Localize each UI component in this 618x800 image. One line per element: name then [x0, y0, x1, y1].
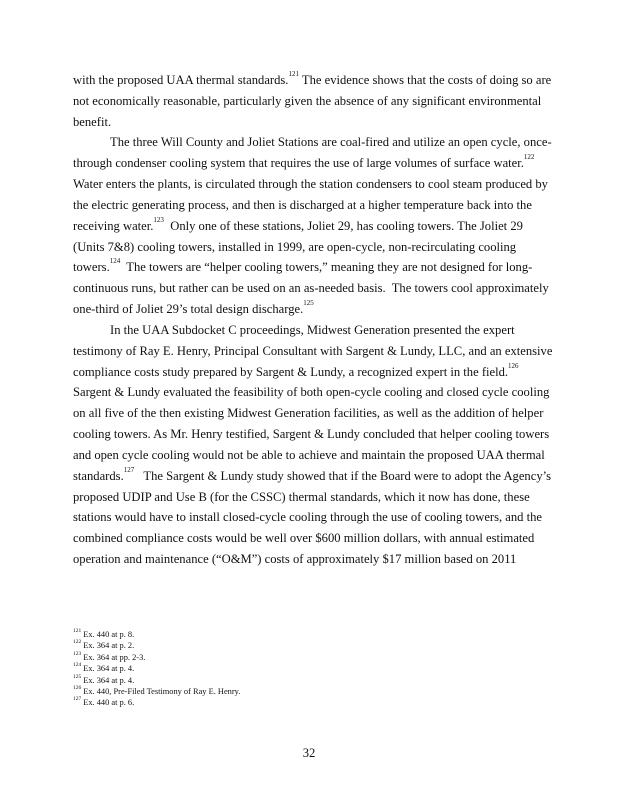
footnote-reference: 127	[123, 465, 135, 474]
footnote-number: 123	[73, 650, 82, 657]
footnote-reference: 126	[508, 361, 519, 370]
footnote	[73, 640, 240, 651]
text-segment: one-third of Joliet 29’s total design discharge.	[73, 302, 304, 317]
text-line	[73, 445, 553, 466]
text-segment: the electric generating process, and then is discharged at a higher temperature back into the	[73, 197, 532, 212]
footnote-number: 127	[73, 696, 82, 703]
text-segment: Only one of these stations, Joliet 29, has cooling towers. The Joliet 29	[163, 218, 523, 233]
footnote-reference: 124	[109, 257, 121, 266]
text-line	[73, 466, 553, 487]
footnote-text: Ex. 364 at p. 4.	[83, 664, 135, 674]
text-line	[73, 132, 553, 153]
text-segment: stations would have to install closed-cycle cooling through the use of cooling towers, and the	[73, 510, 543, 525]
text-segment: The evidence shows that the costs of doing so are	[298, 73, 552, 87]
text-segment: In the UAA Subdocket C proceedings, Midwest Generation presented the expert	[110, 322, 515, 337]
text-segment: benefit.	[73, 114, 112, 129]
footnote-number: 125	[73, 673, 82, 680]
footnote-reference: 125	[303, 299, 314, 308]
footnote-number: 124	[73, 662, 82, 669]
footnote	[73, 652, 240, 663]
text-line	[73, 91, 553, 112]
text-line	[73, 278, 553, 299]
text-segment: The towers are “helper cooling towers,” meaning they are not designed for long-	[120, 260, 533, 275]
text-segment: receiving water.	[73, 218, 154, 233]
text-line	[73, 174, 553, 195]
footnote-text: Ex. 364 at pp. 2-3.	[83, 652, 146, 662]
footnote	[73, 686, 240, 697]
footnote-reference: 123	[153, 215, 164, 224]
text-segment: through condenser cooling system that requires the use of large volumes of surface water.	[73, 156, 524, 171]
footnotes	[73, 629, 240, 709]
text-segment: The Sargent & Lundy study showed that if the Board were to adopt the Agency’s	[134, 468, 552, 483]
text-line	[73, 195, 553, 216]
footnote	[73, 663, 240, 674]
text-line	[73, 153, 553, 174]
text-line	[73, 299, 553, 320]
footnote-number: 126	[73, 685, 82, 692]
text-segment: The three Will County and Joliet Stations are coal-fired and utilize an open cycle, once-	[110, 135, 552, 150]
text-line	[73, 216, 553, 237]
text-line	[73, 403, 553, 424]
text-segment: on all five of the then existing Midwest Generation facilities, as well as the addition of helper	[73, 406, 544, 421]
footnote	[73, 697, 240, 708]
body-text	[73, 70, 553, 570]
text-line	[73, 70, 553, 91]
text-segment: cooling towers. As Mr. Henry testified, Sargent & Lundy concluded that helper cooling towers	[73, 427, 550, 442]
footnote-number: 122	[73, 639, 82, 646]
text-segment: Water enters the plants, is circulated through the station condensers to cool steam produced by	[73, 177, 548, 192]
text-line	[73, 507, 553, 528]
text-segment: continuous runs, but rather can be used on an as-needed basis. The towers cool approximately	[73, 281, 549, 296]
text-segment: (Units 7&8) cooling towers, installed in 1999, are open-cycle, non-recirculating cooling	[73, 239, 517, 254]
text-segment: not economically reasonable, particularly given the absence of any significant environmental	[73, 93, 542, 108]
text-segment: towers.	[73, 260, 110, 275]
text-line	[73, 487, 553, 508]
text-line	[73, 320, 553, 341]
text-line	[73, 341, 553, 362]
page-number: 32	[302, 746, 316, 760]
text-segment: testimony of Ray E. Henry, Principal Consultant with Sargent & Lundy, LLC, and an extensive	[73, 343, 553, 358]
text-segment: with the proposed UAA thermal standards.	[73, 73, 289, 87]
footnote-text: Ex. 364 at p. 4.	[83, 675, 135, 685]
text-segment: operation and maintenance (“O&M”) costs of approximately $17 million based on 2011	[73, 552, 517, 567]
text-segment: Sargent & Lundy evaluated the feasibility of both open-cycle cooling and closed cycle cooling	[73, 385, 550, 400]
footnote	[73, 675, 240, 686]
text-segment: proposed UDIP and Use B (for the CSSC) thermal standards, which it now has done, these	[73, 489, 530, 504]
text-line	[73, 237, 553, 258]
footnote-text: Ex. 364 at p. 2.	[83, 641, 135, 651]
text-segment: combined compliance costs would be well over $600 million dollars, with annual estimated	[73, 531, 535, 546]
footnote-text: Ex. 440 at p. 8.	[83, 630, 135, 639]
text-line	[73, 528, 553, 549]
footnote-reference: 121	[288, 70, 299, 78]
text-line	[73, 112, 553, 133]
footnote-text: Ex. 440, Pre-Filed Testimony of Ray E. Henry.	[83, 687, 241, 697]
footnote-text: Ex. 440 at p. 6.	[83, 698, 135, 708]
text-line	[73, 382, 553, 403]
footnote	[73, 629, 240, 640]
text-segment: compliance costs study prepared by Sargent & Lundy, a recognized expert in the field.	[73, 364, 509, 379]
footnote-reference: 122	[523, 153, 535, 162]
text-line	[73, 549, 553, 570]
footnote-number: 121	[73, 628, 82, 634]
text-line	[73, 424, 553, 445]
text-segment: standards.	[73, 468, 124, 483]
text-line	[73, 362, 553, 383]
text-line	[73, 257, 553, 278]
text-segment: and open cycle cooling would not be able to achieve and maintain the proposed UAA thermal	[73, 447, 545, 462]
